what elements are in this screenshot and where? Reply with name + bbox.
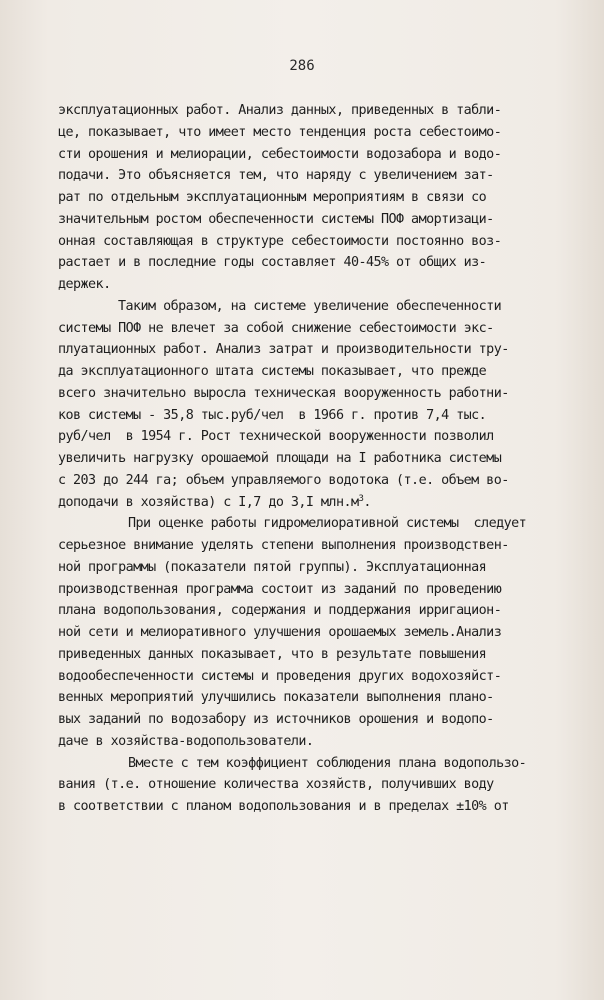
paragraph-2	[58, 296, 568, 514]
text-line: Таким образом, на системе увеличение обеспеченности	[118, 298, 502, 314]
text-line: плуатационных работ. Анализ затрат и производительности тру-	[58, 342, 509, 358]
text-line: значительным ростом обеспеченности системы ПОФ амортизаци-	[58, 211, 494, 227]
text-line: ной программы (показатели пятой группы). Эксплуатационная	[58, 559, 487, 575]
text-line: серьезное внимание уделять степени выполнения производствен-	[58, 538, 509, 553]
text-line-main: доподачи в хозяйства) с I,7 до 3,I млн.м	[58, 494, 359, 510]
paragraph-3	[58, 513, 568, 752]
superscript-cubic: 3	[358, 493, 364, 504]
text-line: всего значительно выросла техническая вооруженность работни-	[58, 385, 509, 401]
page-number: 286	[289, 58, 315, 74]
text-line: системы ПОФ не влечет за собой снижение себестоимости экс-	[58, 320, 494, 336]
text-line: растает и в последние годы составляет 40-45% от общих из-	[58, 255, 487, 271]
paragraph-4	[58, 753, 568, 818]
text-line: с 203 до 244 га; объем управляемого водотока (т.е. объем во-	[58, 472, 509, 488]
text-line	[58, 492, 568, 514]
text-line: держек.	[58, 277, 111, 292]
text-line: При оценке работы гидромелиоративной системы следует	[128, 516, 527, 532]
text-line: Вместе с тем коэффициент соблюдения плана водопользо-	[128, 755, 527, 771]
paragraph-1	[58, 100, 568, 296]
text-line: руб/чел в 1954 г. Рост технической вооруженности позволил	[58, 429, 494, 445]
text-line: онная составляющая в структуре себестоимости постоянно воз-	[58, 233, 502, 249]
text-line: венных мероприятий улучшились показатели выполнения плано-	[58, 690, 494, 706]
text-line: ков системы - 35,8 тыс.руб/чел в 1966 г. против 7,4 тыс.	[58, 407, 487, 423]
text-line: производственная программа состоит из заданий по проведению	[58, 581, 502, 597]
text-line: да эксплуатационного штата системы показывает, что прежде	[58, 364, 487, 379]
text-line: в соответствии с планом водопользования и в пределах ±10% от	[58, 799, 509, 814]
text-line: эксплуатационных работ. Анализ данных, приведенных в табли-	[58, 103, 502, 118]
text-line: водообеспеченности системы и проведения других водохозяйст-	[58, 668, 502, 684]
text-line: приведенных данных показывает, что в результате повышения	[58, 646, 487, 662]
text-line: увеличить нагрузку орошаемой площади на I работника системы	[58, 451, 502, 466]
text-line: ной сети и мелиоративного улучшения орошаемых земель.Анализ	[58, 625, 502, 640]
text-line: вания (т.е. отношение количества хозяйств, получивших воду	[58, 777, 494, 793]
text-line: подачи. Это объясняется тем, что наряду с увеличением зат-	[58, 168, 494, 184]
text-line: даче в хозяйства-водопользователи.	[58, 733, 314, 749]
text-line: сти орошения и мелиорации, себестоимости водозабора и водо-	[58, 146, 502, 162]
text-line: плана водопользования, содержания и поддержания ирригацион-	[58, 603, 502, 619]
body-text	[58, 100, 568, 818]
text-line-end: .	[363, 494, 371, 510]
text-line: це, показывает, что имеет место тенденция роста себестоимо-	[58, 124, 502, 140]
text-line: вых заданий по водозабору из источников орошения и водопо-	[58, 712, 494, 727]
text-line: рат по отдельным эксплуатационным мероприятиям в связи со	[58, 190, 487, 205]
